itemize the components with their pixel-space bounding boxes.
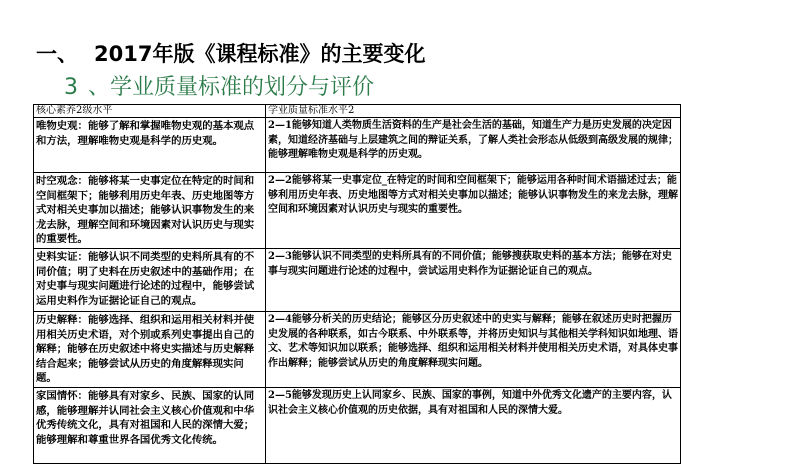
heading-text: 2017年版《课程标准》的主要变化 <box>94 42 426 66</box>
cell-interpretation-literacy: 历史解释：能够选择、组织和运用相关材料并使用相关历史术语，对个别或系列史事提出自己的解释；能够在历史叙述中将史实描述与历史解释结合起来；能够尝试从历史的角度解释现实问题。 <box>34 311 266 387</box>
cell-spacetime-standard: 2—2能够将某一史事定位_在特定的时间和空间框架下；能够运用各种时间术语描述过去；能够利用历史年表、历史地图等方式对相关史事加以描述；能够认识事物发生的来龙去脉，理解空间和环境因素对认识历史与现实的重要性。 <box>266 173 681 249</box>
cell-evidence-literacy: 史料实证：能够认识不同类型的史料所具有的不同价值；明了史料在历史叙述中的基础作用；在对史事与现实问题进行论述的过程中，能够尝试运用史料作为证据论证自己的观点。 <box>34 248 266 311</box>
cell-spacetime-literacy: 时空观念：能够将某一史事定位在特定的时间和空间框架下；能够利用历史年表、历史地图等方式对相关史事加以描述；能够认识事物发生的来龙去脉，理解空间和环境因素对认识历史与现实的重要性。 <box>34 173 266 249</box>
slide-subheading <box>64 70 374 101</box>
cell-interpretation-standard: 2—4能够分析关的历史结论；能够区分历史叙述中的史实与解释；能够在叙述历史时把握历史发展的各种联系，如古今联系、中外联系等，并将历史知识与其他相关学科知识如地理、语文、艺术等知识加以联系；能够选择、组织和运用相关材料并使用相关历史术语，对具体史事作出解释；能够尝试从历史的角度解释现实问题。 <box>266 311 681 387</box>
table-row <box>34 387 681 463</box>
cell-materialism-literacy: 唯物史观：能够了解和掌握唯物史观的基本观点和方法，理解唯物史观是科学的历史观。 <box>34 118 266 173</box>
cell-patriotism-literacy: 家国情怀：能够具有对家乡、民族、国家的认同感，能够理解并认同社会主义核心价值观和中华优秀传统文化，具有对祖国和人民的深情大爱；能够理解和尊重世界各国优秀文化传统。 <box>34 387 266 463</box>
header-core-literacy: 核心素养2级水平 <box>34 105 266 118</box>
slide-heading <box>36 38 425 68</box>
cell-patriotism-standard: 2—5能够发现历史上认同家乡、民族、国家的事例，知道中外优秀文化遗产的主要内容，认识社会主义核心价值观的历史依据，具有对祖国和人民的深情大爱。 <box>266 387 681 463</box>
table-header-row <box>34 105 681 118</box>
table-row <box>34 248 681 311</box>
subheading-number: 3 <box>64 75 78 100</box>
standards-table <box>33 104 681 464</box>
header-quality-standard: 学业质量标准水平2 <box>266 105 681 118</box>
cell-evidence-standard: 2—3能够认识不同类型的史料所具有的不同价值；能够搜获取史料的基本方法；能够在对史事与现实问题进行论述的过程中，尝试运用史料作为证据论证自己的观点。 <box>266 248 681 311</box>
subheading-text: 、学业质量标准的划分与评价 <box>88 75 375 100</box>
table-row <box>34 118 681 173</box>
table-row <box>34 173 681 249</box>
cell-materialism-standard: 2—1能够知道人类物质生活资料的生产是社会生活的基础，知道生产力是历史发展的决定因素，知道经济基础与上层建筑之间的辩证关系，了解人类社会形态从低级到高级发展的规律；能够理解唯物史观是科学的历史观。 <box>266 118 681 173</box>
heading-number: 一、 <box>36 42 78 66</box>
table-row <box>34 311 681 387</box>
